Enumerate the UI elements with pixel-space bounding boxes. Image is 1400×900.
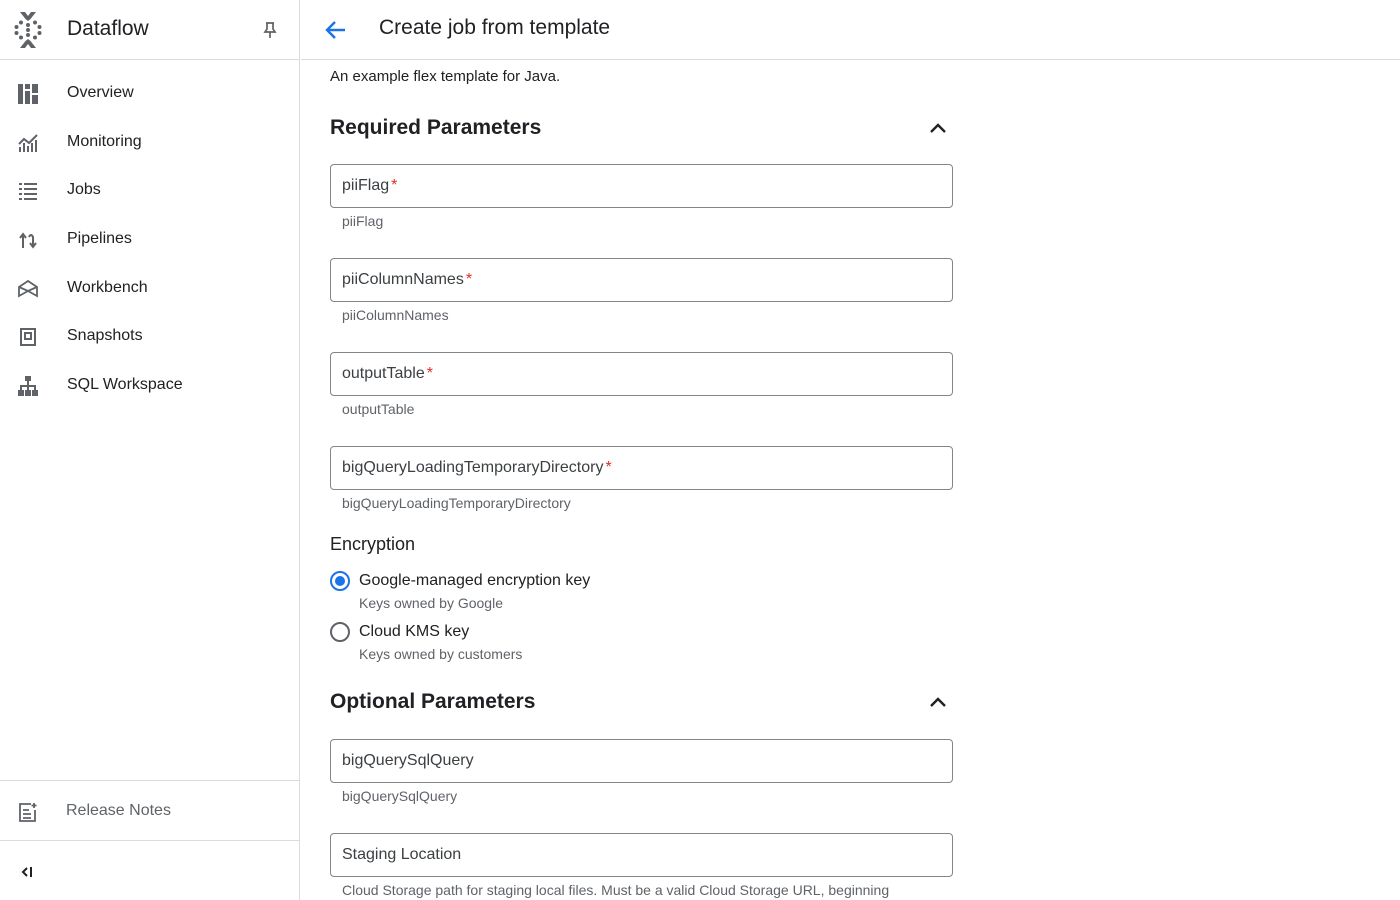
- monitoring-chart-icon: [17, 132, 39, 154]
- field-label: bigQueryLoadingTemporaryDirectory *: [342, 459, 612, 476]
- outputtable-input[interactable]: [330, 352, 953, 396]
- back-arrow-icon[interactable]: [323, 17, 349, 43]
- cloud-kms-key-radio[interactable]: [330, 622, 350, 642]
- list-icon: [17, 180, 39, 202]
- sidebar-nav: [0, 60, 299, 411]
- encryption-title: Encryption: [330, 534, 416, 554]
- release-notes-label: Release Notes: [66, 802, 171, 819]
- chevron-up-icon[interactable]: [926, 117, 950, 141]
- field-hint: piiFlag: [342, 213, 384, 229]
- field-hint: bigQuerySqlQuery: [342, 788, 458, 804]
- dataflow-logo-icon: [12, 9, 44, 51]
- template-description: An example flex template for Java.: [330, 68, 561, 85]
- snapshot-icon: [17, 326, 39, 348]
- page-header: [301, 0, 1400, 60]
- required-parameters-title: Required Parameters: [330, 116, 542, 139]
- sidebar-item-label: Jobs: [67, 181, 101, 199]
- sidebar-item-sql-workspace[interactable]: [0, 362, 299, 411]
- field-label: outputTable *: [342, 365, 433, 382]
- collapse-left-icon: [18, 863, 36, 881]
- sidebar-item-label: SQL Workspace: [67, 376, 183, 394]
- sidebar-item-label: Pipelines: [67, 230, 132, 248]
- pipelines-icon: [17, 229, 39, 251]
- sidebar-item-pipelines[interactable]: [0, 216, 299, 265]
- radio-label: Google-managed encryption key: [359, 572, 591, 589]
- sidebar-item-workbench[interactable]: [0, 265, 299, 314]
- field-hint: bigQueryLoadingTemporaryDirectory: [342, 495, 571, 511]
- page-title: Create job from template: [379, 16, 611, 39]
- sidebar-item-label: Monitoring: [67, 132, 142, 150]
- chevron-up-icon[interactable]: [926, 691, 950, 715]
- workbench-icon: [17, 278, 39, 300]
- field-hint: Cloud Storage path for staging local files. Must be a valid Cloud Storage URL, beginning: [342, 882, 890, 898]
- staging-location-input[interactable]: [330, 833, 953, 877]
- sidebar-item-monitoring[interactable]: [0, 119, 299, 168]
- sidebar-item-snapshots[interactable]: [0, 313, 299, 362]
- bigquery-sql-query-input[interactable]: [330, 739, 953, 783]
- radio-sublabel: Keys owned by customers: [359, 646, 523, 662]
- sidebar-item-label: Overview: [67, 84, 134, 101]
- field-label: piiFlag *: [342, 177, 398, 194]
- sidebar-item-jobs[interactable]: [0, 167, 299, 216]
- release-notes-icon: [17, 801, 39, 823]
- dashboard-icon: [17, 83, 39, 105]
- brand-header: [0, 0, 299, 60]
- field-label: Staging Location: [342, 846, 462, 863]
- field-label: piiColumnNames *: [342, 271, 473, 288]
- radio-label: Cloud KMS key: [359, 623, 470, 640]
- piicolumnnames-input[interactable]: [330, 258, 953, 302]
- optional-parameters-title: Optional Parameters: [330, 690, 536, 713]
- sidebar-item-label: Snapshots: [67, 327, 143, 345]
- sidebar: [0, 0, 300, 900]
- field-label: bigQuerySqlQuery: [342, 752, 474, 769]
- piiflag-input[interactable]: [330, 164, 953, 208]
- pin-icon[interactable]: [260, 20, 280, 40]
- sidebar-item-overview[interactable]: [0, 70, 299, 119]
- google-managed-key-radio[interactable]: [330, 571, 350, 591]
- field-hint: outputTable: [342, 401, 415, 417]
- main-content: [330, 60, 1400, 900]
- hierarchy-icon: [17, 375, 39, 397]
- sidebar-footer: [0, 780, 299, 900]
- radio-sublabel: Keys owned by Google: [359, 595, 503, 611]
- app-title: Dataflow: [67, 17, 149, 40]
- collapse-sidebar-button[interactable]: [0, 840, 299, 900]
- release-notes-link[interactable]: [0, 780, 299, 840]
- bigquery-loading-temp-dir-input[interactable]: [330, 446, 953, 490]
- sidebar-item-label: Workbench: [67, 278, 148, 296]
- field-hint: piiColumnNames: [342, 307, 449, 323]
